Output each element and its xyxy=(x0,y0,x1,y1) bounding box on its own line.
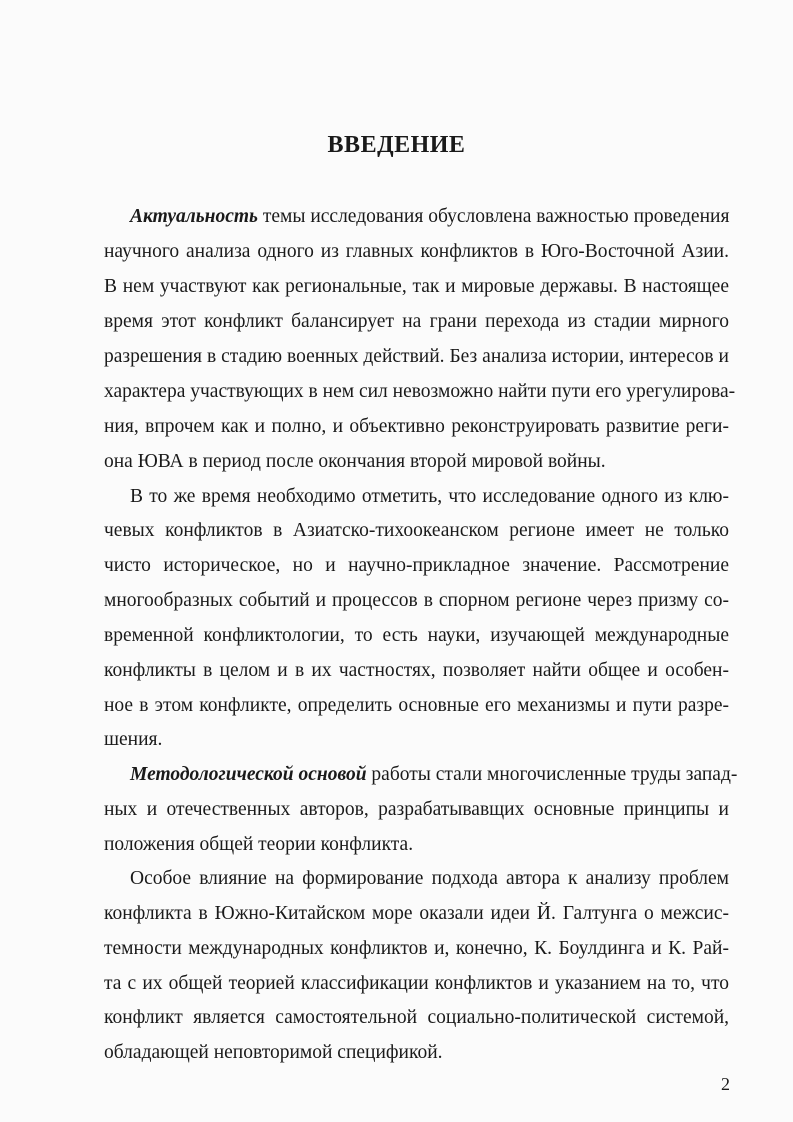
paragraph-1-line-6: характера участвующих в нем сил невозможно найти пути его урегулирова- xyxy=(104,381,736,402)
paragraph-3-line-2: ных и отечественных авторов, разрабатывавщих основные принципы и xyxy=(104,799,729,820)
paragraph-2-line-7: ное в этом конфликте, определить основные его механизмы и пути разре- xyxy=(104,695,729,716)
paragraph-4-line-3: темности международных конфликтов и, конечно, К. Боулдинга и К. Рай- xyxy=(104,938,729,959)
paragraph-1-line-4: время этот конфликт балансирует на грани перехода из стадии мирного xyxy=(104,311,729,332)
paragraph-1-line-8: она ЮВА в период после окончания второй мировой войны. xyxy=(104,451,606,472)
page-number: 2 xyxy=(721,1074,730,1094)
paragraph-1-line-1: Актуальность темы исследования обусловлена важностью проведения xyxy=(130,206,730,227)
paragraph-3-line-3: положения общей теории конфликта. xyxy=(104,834,414,855)
paragraph-1-line-7: ния, впрочем как и полно, и объективно реконструировать развитие реги- xyxy=(104,416,729,437)
paragraph-2-line-4: многообразных событий и процессов в спорном регионе через призму со- xyxy=(104,590,729,611)
paragraph-4-line-1: Особое влияние на формирование подхода автора к анализу проблем xyxy=(130,868,729,889)
page-title: ВВЕДЕНИЕ xyxy=(327,132,466,158)
paragraph-2-line-8: шения. xyxy=(104,729,163,750)
paragraph-4-line-5: конфликт является самостоятельной социально-политической системой, xyxy=(104,1007,729,1028)
paragraph-4-line-4: та с их общей теорией классификации конфликтов и указанием на то, что xyxy=(104,973,729,994)
paragraph-4-line-2: конфликта в Южно-Китайском море оказали идеи Й. Галтунга о межсис- xyxy=(104,903,729,924)
paragraph-1-line-5: разрешения в стадию военных действий. Без анализа истории, интересов и xyxy=(104,346,729,367)
paragraph-2-line-6: конфликты в целом и в их частностях, позволяет найти общее и особен- xyxy=(104,660,729,681)
paragraph-2-line-3: чисто историческое, но и научно-прикладное значение. Рассмотрение xyxy=(104,555,729,576)
paragraph-2-line-1: В то же время необходимо отметить, что исследование одного из клю- xyxy=(130,486,729,507)
term-relevance: Актуальность xyxy=(130,206,258,227)
paragraph-3-line-1: Методологической основой работы стали многочисленные труды запад- xyxy=(130,764,738,785)
term-methodological-basis: Методологической основой xyxy=(130,764,367,785)
paragraph-1-line-3: В нем участвуют как региональные, так и мировые державы. В настоящее xyxy=(104,276,729,297)
paragraph-1-line-2: научного анализа одного из главных конфликтов в Юго-Восточной Азии. xyxy=(104,241,729,262)
paragraph-2-line-2: чевых конфликтов в Азиатско-тихоокеанском регионе имеет не только xyxy=(104,520,729,541)
paragraph-2-line-5: временной конфликтологии, то есть науки, изучающей международные xyxy=(104,625,729,646)
paragraph-4-line-6: обладающей неповторимой спецификой. xyxy=(104,1042,443,1063)
